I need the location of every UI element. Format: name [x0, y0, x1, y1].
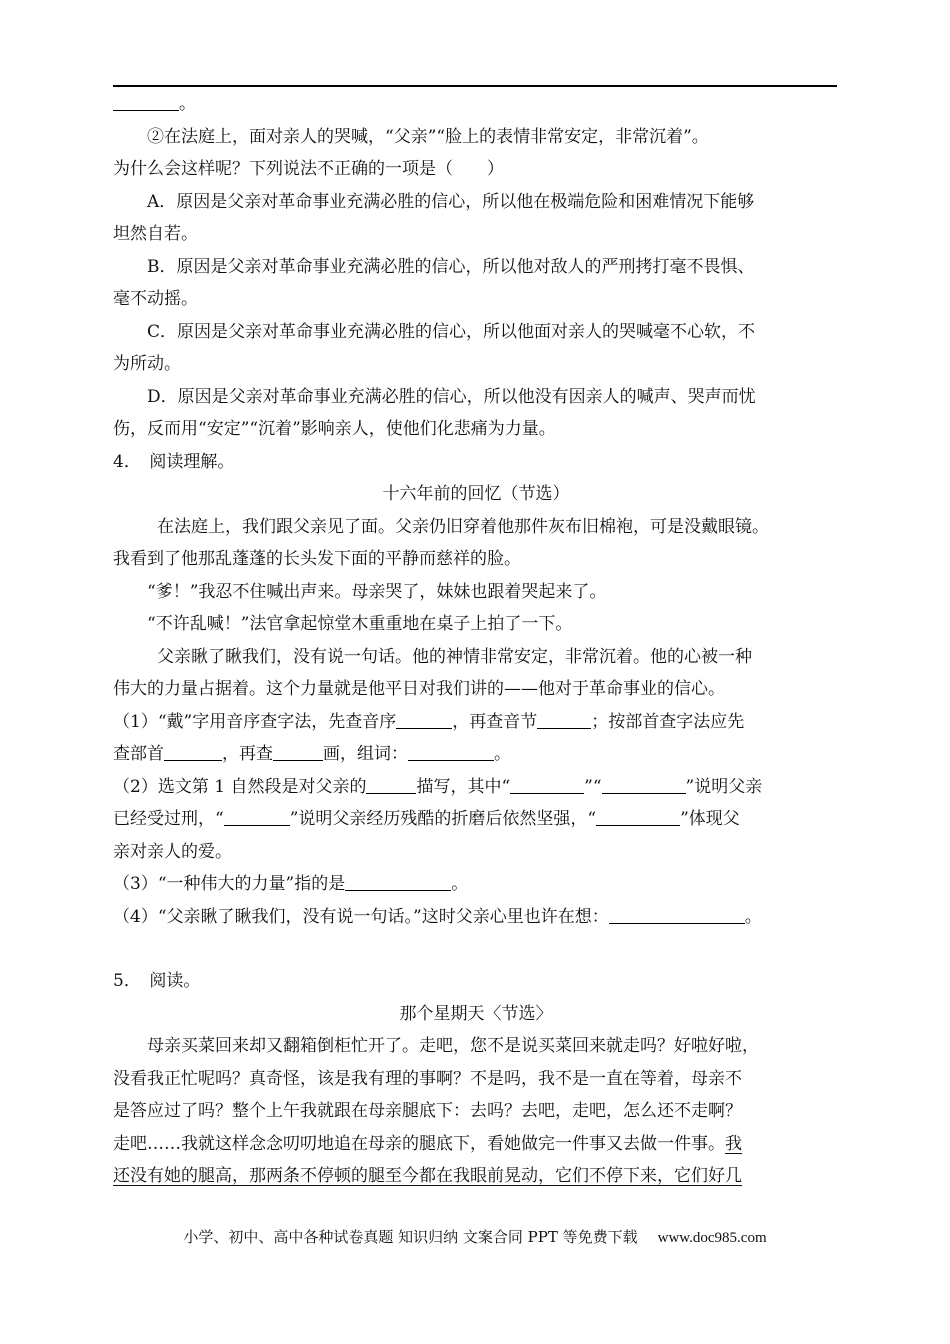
option-a-line2: 坦然自若。 [113, 224, 198, 244]
sub-question-1-cont: 查部首 ，再查 画，组词： 。 [113, 738, 839, 771]
question-line: 为什么会这样呢？下列说法不正确的一项是（ ） [113, 159, 504, 179]
underlined-text: 我 [725, 1133, 742, 1154]
blank[interactable] [113, 90, 179, 111]
passage-line: “爹！”我忍不住喊出声来。母亲哭了，妹妹也跟着哭起来了。 [147, 581, 607, 602]
option-b-line2: 毫不动摇。 [113, 289, 198, 309]
answer-line: 。 [113, 88, 839, 121]
blank[interactable] [537, 708, 591, 729]
sub-question-4: （4）“父亲瞅了瞅我们，没有说一句话。”这时父亲心里也许在想： 。 [113, 901, 839, 934]
sub-question-2-cont: 已经受过刑，“ ”说明父亲经历残酷的折磨后依然坚强，“ ”体现父 [113, 803, 839, 836]
q5-passage-title: 那个星期天〈节选〉 [399, 1003, 553, 1024]
sub-question-2-cont: 亲对亲人的爱。 [113, 841, 232, 862]
blank[interactable] [164, 740, 222, 761]
blank[interactable] [345, 870, 451, 891]
option-b-line1: B．原因是父亲对革命事业充满必胜的信心，所以他对敌人的严刑拷打毫不畏惧、 [147, 256, 755, 277]
sub-question-2: （2）选文第 1 自然段是对父亲的 描写，其中“ ”“ ”说明父亲 [113, 771, 839, 804]
option-d-line2: 伤，反而用“安定”“沉着”影响亲人，使他们化悲痛为力量。 [113, 419, 556, 439]
footer-text: 小学、初中、高中各种试卷真题 知识归纳 文案合同 PPT 等免费下载 [183, 1228, 638, 1246]
passage-line: 没看我正忙呢吗？真奇怪，该是我有理的事啊？不是吗，我不是一直在等着，母亲不 [113, 1068, 742, 1089]
passage-line: 父亲瞅了瞅我们，没有说一句话。他的神情非常安定，非常沉着。他的心被一种 [157, 646, 752, 667]
option-c-line1: C．原因是父亲对革命事业充满必胜的信心，所以他面对亲人的哭喊毫不心软，不 [147, 321, 756, 342]
blank[interactable] [602, 773, 686, 794]
blank[interactable] [224, 805, 290, 826]
blank[interactable] [596, 805, 680, 826]
sub-question-3: （3）“一种伟大的力量”指的是 。 [113, 868, 839, 901]
page-footer [0, 1226, 950, 1247]
passage-line: 走吧……我就这样念念叨叨地追在母亲的腿底下，看她做完一件事又去做一件事。我 [113, 1133, 742, 1154]
top-divider [113, 85, 837, 87]
blank[interactable] [273, 740, 323, 761]
q4-passage-title: 十六年前的回忆（节选） [382, 484, 570, 504]
blank[interactable] [609, 903, 745, 924]
passage-line: 是答应过了吗？整个上午我就跟在母亲腿底下：去吗？去吧，走吧，怎么还不走啊？ [113, 1101, 742, 1121]
blank[interactable] [510, 773, 584, 794]
blank[interactable] [396, 708, 452, 729]
footer-website-link[interactable]: www.doc985.com [657, 1230, 767, 1246]
underlined-passage-line: 还没有她的腿高，那两条不停顿的腿至今都在我眼前晃动，它们不停下来，它们好几 [113, 1166, 742, 1186]
passage-line: 在法庭上，我们跟父亲见了面。父亲仍旧穿着他那件灰布旧棉袍，可是没戴眼镜。 [157, 516, 769, 537]
option-a-line1: A．原因是父亲对革命事业充满必胜的信心，所以他在极端危险和困难情况下能够 [147, 191, 755, 212]
blank[interactable] [366, 773, 416, 794]
passage-line: 我看到了他那乱蓬蓬的长头发下面的平静而慈祥的脸。 [113, 549, 521, 569]
q5-header: 5． 阅读。 [113, 971, 201, 991]
passage-line: 母亲买菜回来却又翻箱倒柜忙开了。走吧，您不是说买菜回来就走吗？好啦好啦， [147, 1036, 759, 1056]
passage-line: “不许乱喊！”法官拿起惊堂木重重地在桌子上拍了一下。 [147, 614, 573, 634]
option-d-line1: D．原因是父亲对革命事业充满必胜的信心，所以他没有因亲人的喊声、哭声而忧 [147, 386, 756, 407]
q4-header: 4． 阅读理解。 [113, 451, 235, 472]
content-area [113, 88, 839, 1193]
option-c-line2: 为所动。 [113, 354, 181, 374]
spacer [113, 933, 839, 965]
question-line: ②在法庭上，面对亲人的哭喊，“父亲”“脸上的表情非常安定，非常沉着”。 [147, 126, 709, 147]
blank[interactable] [408, 740, 494, 761]
sub-question-1: （1）“戴”字用音序查字法，先查音序 ，再查音节 ；按部首查字法应先 [113, 706, 839, 739]
passage-line: 伟大的力量占据着。这个力量就是他平日对我们讲的——他对于革命事业的信心。 [113, 679, 725, 699]
